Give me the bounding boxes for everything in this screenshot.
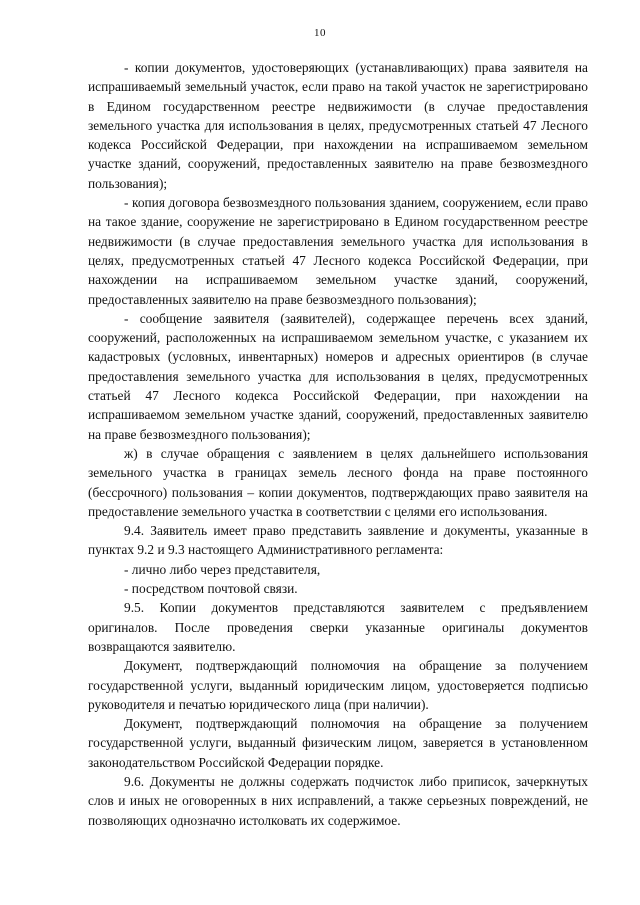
paragraph-lease-contract-copy: - копия договора безвозмездного пользования зданием, сооружением, если право на такое здание, сооружение не зарегистрировано в Едином государственном реестре недвижимости (в случае предоставления земельного участка для использования в целях, предусмотренных статьей 47 Лесного кодекса Российской Федерации, при нахождении на испрашиваемом земельном участке зданий, сооружений, предоставленных заявителю на праве безвозмездного пользования); xyxy=(88,195,588,307)
paragraph-buildings-list: - сообщение заявителя (заявителей), содержащее перечень всех зданий, сооружений, расположенных на испрашиваемом земельном участке, с указанием их кадастровых (условных, инвентарных) номеров и адресных ориентиров (в случае предоставления земельного участка для использования в целях, предусмотренных статьей 47 Лесного кодекса Российской Федерации, при нахождении на испрашиваемом земельном участке зданий, сооружений, предоставленных заявителю на праве безвозмездного пользования); xyxy=(88,310,588,442)
paragraph-9-6: 9.6. Документы не должны содержать подчисток либо приписок, зачеркнутых слов и иных не оговоренных в них исправлений, а также серьезных повреждений, не позволяющих однозначно истолковать их содержимое. xyxy=(88,773,588,828)
paragraph-9-4: 9.4. Заявитель имеет право представить заявление и документы, указанные в пунктах 9.2 и 9.3 настоящего Административного регламента: xyxy=(88,523,588,558)
paragraph-item-zh: ж) в случае обращения с заявлением в целях дальнейшего использования земельного участка в границах земель лесного фонда на праве постоянного (бессрочного) пользования – копии документов, подтверждающих право заявителя на предоставление земельного участка в соответствии с целями его использования. xyxy=(88,445,588,519)
paragraph-by-mail: - посредством почтовой связи. xyxy=(124,581,298,597)
paragraph-title-documents-copies: - копии документов, удостоверяющих (устанавливающих) права заявителя на испрашиваемый земельный участок, если право на такой участок не зарегистрировано в Едином государственном реестре недвижимости (в случае предоставления земельного участка для использования в целях, предусмотренных статьей 47 Лесного кодекса Российской Федерации, при нахождении на испрашиваемом земельном участке зданий, сооружений, предоставленных заявителю на праве безвозмездного пользования); xyxy=(88,60,588,191)
page-number: 10 xyxy=(314,27,326,39)
paragraph-individual-authority: Документ, подтверждающий полномочия на обращение за получением государственной услуги, выданный физическим лицом, заверяется в установленном законодательством Российской Федерации порядке. xyxy=(88,716,588,770)
paragraph-legal-entity-authority: Документ, подтверждающий полномочия на обращение за получением государственной услуги, выданный юридическим лицом, удостоверяется подписью руководителя и печатью юридического лица (при наличии). xyxy=(88,658,588,712)
paragraph-9-5: 9.5. Копии документов представляются заявителем с предъявлением оригиналов. После проведения сверки указанные оригиналы документов возвращаются заявителю. xyxy=(88,600,588,654)
body-text xyxy=(88,58,588,830)
paragraph-in-person: - лично либо через представителя, xyxy=(124,561,321,577)
